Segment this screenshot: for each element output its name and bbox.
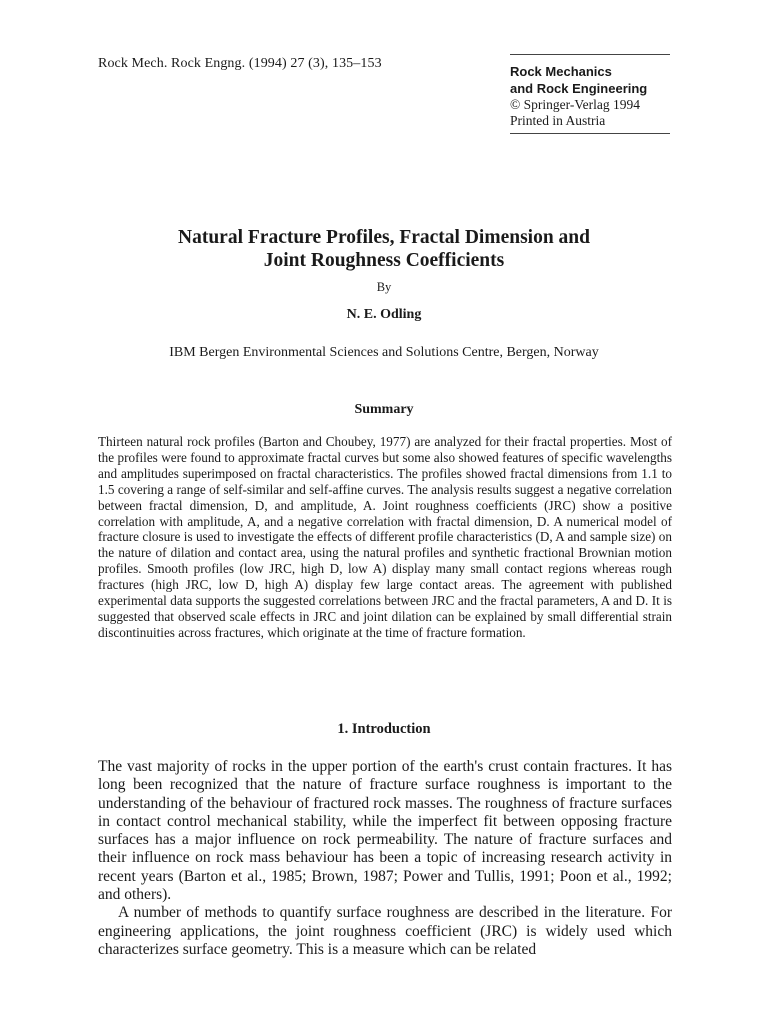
printed-location: Printed in Austria <box>510 113 606 128</box>
journal-name-line1: Rock Mechanics <box>510 64 612 79</box>
by-label: By <box>376 280 392 294</box>
copyright-notice: © Springer-Verlag 1994 <box>510 97 640 112</box>
summary-body: Thirteen natural rock profiles (Barton and Choubey, 1977) are analyzed for their fractal properties. Most of the profiles were found to approximate fractal curves but some also showed features of specific wavelengths and amplitudes superimposed on fractal characteristics. The profiles showed fractal dimensions from 1.1 to 1.5 covering a range of self-similar and self-affine curves. The analysis results suggest a negative correlation between fractal dimension, D, and amplitude, A. Joint roughness coefficients (JRC) show a positive correlation with amplitude, A, and a negative correlation with fractal dimension, D. A numerical model of fracture closure is used to investigate the effects of different profile characteristics (D, A and sample size) on the nature of dilation and contact area, using the natural profiles and synthetic fractional Brownian motion profiles. Smooth profiles (low JRC, high D, low A) display many small contact regions whereas rough fractures (high JRC, low D, high A) display few large contact areas. The agreement with published experimental data supports the suggested correlations between JRC and the fractal parameters, A and D. It is suggested that observed scale effects in JRC and joint dilation can be explained by small differential strain discontinuities across fractures, which originate at the time of fracture formation. <box>98 434 672 640</box>
article-title <box>0 226 768 272</box>
introduction-heading: 1. Introduction <box>337 721 431 737</box>
journal-name-line2: and Rock Engineering <box>510 81 648 96</box>
author-affiliation: IBM Bergen Environmental Sciences and Solutions Centre, Bergen, Norway <box>169 345 599 360</box>
title-line2: Joint Roughness Coefficients <box>263 250 505 271</box>
title-line1: Natural Fracture Profiles, Fractal Dimension and <box>178 227 590 248</box>
author-name: N. E. Odling <box>346 307 422 322</box>
intro-paragraph-1: The vast majority of rocks in the upper portion of the earth's crust contain fractures. It has long been recognized that the nature of fracture surface roughness is important to the understanding of the behaviour of fractured rock masses. The roughness of fracture surfaces in contact control mechanical stability, while the imperfect fit between opposing fracture surfaces has a major influence on rock permeability. The nature of fracture surfaces and their influence on rock mass behaviour has been a topic of increasing research activity in recent years (Barton et al., 1985; Brown, 1987; Power and Tullis, 1991; Poon et al., 1992; and others). <box>98 758 672 904</box>
journal-info-box <box>510 54 670 134</box>
summary-heading: Summary <box>354 402 414 417</box>
intro-paragraph-2: A number of methods to quantify surface roughness are described in the literature. For engineering applications, the joint roughness coefficient (JRC) is widely used which characterizes surface geometry. This is a measure which can be related <box>98 904 672 958</box>
journal-citation: Rock Mech. Rock Engng. (1994) 27 (3), 135–153 <box>98 56 382 71</box>
introduction-body <box>98 758 672 959</box>
